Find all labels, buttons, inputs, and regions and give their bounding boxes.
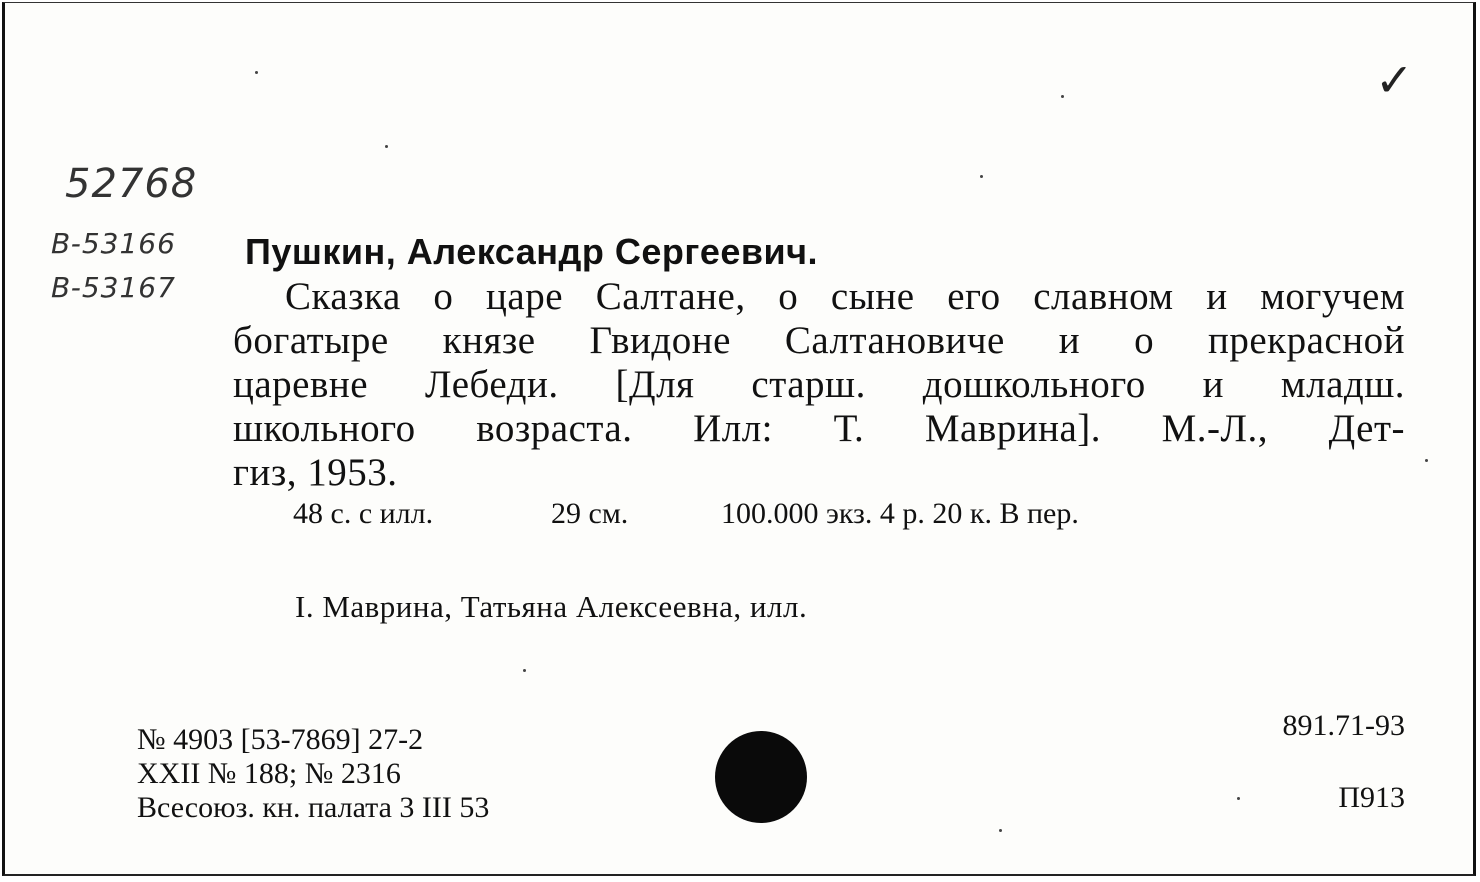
description-line: богатыре князе Гвидоне Салтановиче и о прекрасной — [233, 319, 1405, 362]
catalog-card — [2, 2, 1476, 876]
description-line: гиз, 1953. — [233, 451, 398, 494]
dust-speck — [1237, 797, 1240, 800]
dust-speck — [1061, 95, 1064, 98]
page-count: 48 с. с илл. — [293, 497, 434, 530]
registration-line-2: XXII № 188; № 2316 — [137, 757, 401, 790]
handwritten-inventory-number-1: B-53166 — [51, 227, 176, 260]
description-line: школьного возраста. Илл: Т. Маврина]. М.-Л., Дет- — [233, 407, 1405, 450]
title-description — [233, 275, 1405, 495]
registration-info — [137, 723, 489, 825]
dust-speck — [255, 71, 258, 74]
checkmark-icon: ✓ — [1375, 53, 1415, 107]
physical-description — [293, 497, 1079, 531]
dust-speck — [385, 145, 388, 148]
print-run-price: 100.000 экз. 4 р. 20 к. В пер. — [721, 497, 1079, 530]
description-line: Сказка о царе Салтане, о сыне его славном и могучем — [285, 275, 1405, 318]
dust-speck — [999, 829, 1002, 832]
description-line: царевне Лебеди. [Для старш. дошкольного и младш. — [233, 363, 1405, 406]
registration-line-1: № 4903 [53-7869] 27-2 — [137, 723, 424, 756]
dust-speck — [1425, 459, 1428, 462]
handwritten-inventory-number: 52768 — [65, 161, 198, 207]
book-size: 29 см. — [551, 497, 629, 530]
shelf-mark: П913 — [1338, 781, 1405, 814]
punch-hole — [715, 731, 807, 823]
handwritten-inventory-number-2: B-53167 — [51, 271, 176, 304]
added-entry-tracing: I. Маврина, Татьяна Алексеевна, илл. — [295, 589, 808, 624]
dust-speck — [980, 175, 983, 178]
registration-line-3: Всесоюз. кн. палата 3 III 53 — [137, 791, 490, 824]
udc-classification: 891.71-93 — [1282, 709, 1405, 742]
author-heading: Пушкин, Александр Сергеевич. — [245, 231, 819, 272]
dust-speck — [523, 669, 526, 672]
